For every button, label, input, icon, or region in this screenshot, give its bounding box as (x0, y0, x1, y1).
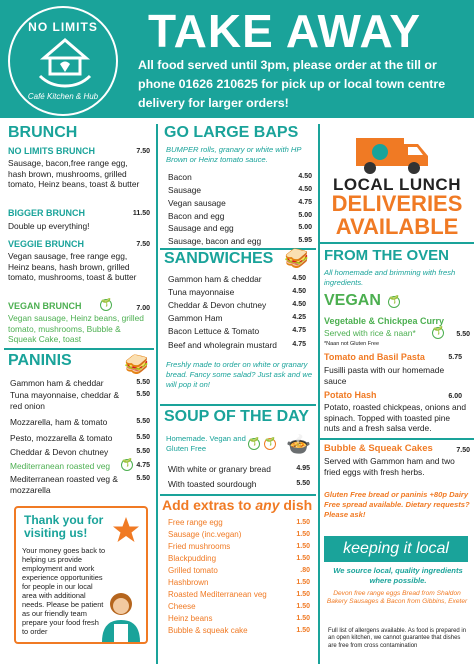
star-icon (112, 516, 140, 544)
sandwich-item-name: Bacon Lettuce & Tomato (168, 326, 260, 336)
extra-item-name: Sausage (inc.vegan) (168, 530, 242, 539)
bap-item-name: Vegan sausage (168, 198, 226, 208)
soup-item-name: With toasted sourdough (168, 479, 257, 489)
vegan-heading: VEGAN (324, 292, 381, 309)
sandwich-item-name: Tuna mayonnaise (168, 287, 235, 297)
sandwich-item-price: 4.75 (292, 341, 306, 348)
panini-item-price: 5.50 (136, 475, 150, 482)
brunch-item-price: 7.50 (136, 241, 150, 248)
oven-item-price: 7.50 (456, 447, 470, 454)
logo-bottom-text: Café Kitchen & Hub (27, 92, 99, 101)
soup-item-price: 5.50 (296, 480, 310, 487)
extra-item-price: .80 (300, 567, 310, 574)
oven-item-name: Tomato and Basil Pasta (324, 352, 425, 362)
section-divider (4, 348, 154, 350)
thank-you-title: Thank you for visiting us! (24, 513, 104, 540)
keeping-it-local-banner: keeping it local (324, 536, 468, 562)
panini-item-price: 5.50 (136, 434, 150, 441)
sandwich-item-name: Gammon Ham (168, 313, 223, 323)
extra-item-name: Blackpudding (168, 554, 217, 563)
no-limits-logo (8, 6, 118, 116)
bap-item-name: Sausage and egg (168, 223, 234, 233)
extras-heading-suffix: dish (279, 497, 313, 513)
sandwich-item-price: 4.75 (292, 327, 306, 334)
oven-item-name: Potato Hash (324, 390, 377, 400)
soup-bowl-icon: 🍲 (286, 434, 311, 456)
brunch-item-name: VEGGIE BRUNCH (8, 239, 85, 249)
oven-item-name: Vegetable & Chickpea Curry (324, 316, 445, 326)
extras-heading-prefix: Add extras to (162, 497, 256, 513)
extra-item-price: 1.50 (296, 579, 310, 586)
extra-item-name: Fried mushrooms (168, 542, 231, 551)
baps-note: BUMPER rolls, granary or white with HP Brown or Heinz tomato sauce. (166, 145, 302, 164)
sandwich-item-price: 4.50 (292, 288, 306, 295)
sandwiches-heading: SANDWICHES (164, 250, 274, 267)
thank-you-box (14, 506, 148, 644)
panini-item-price: 5.50 (136, 418, 150, 425)
oven-item-desc: Served with Gammon ham and two fried eggs with fresh herbs. (324, 456, 455, 477)
oven-item-price: 5.75 (448, 354, 462, 361)
extra-item-name: Roasted Mediterranean veg (168, 590, 267, 599)
vegan-badge-icon (248, 438, 260, 450)
local-lunch-heading: LOCAL LUNCH (333, 175, 461, 194)
section-divider (320, 242, 474, 244)
brunch-item-desc: Double up everything! (8, 221, 90, 231)
oven-item-price: 6.00 (448, 393, 462, 400)
oven-note: All homemade and brimming with fresh ingredients. (324, 268, 456, 287)
soup-heading: SOUP OF THE DAY (164, 408, 309, 425)
panini-item-price: 4.75 (136, 462, 150, 469)
panini-item-name: Pesto, mozzarella & tomato (10, 433, 113, 443)
bap-item-price: 5.00 (298, 224, 312, 231)
available-line: AVAILABLE (335, 214, 459, 239)
bap-item-price: 4.50 (298, 173, 312, 180)
panini-item-name: Mediterranean roasted veg (10, 461, 111, 471)
panini-icon: 🥪 (124, 354, 149, 376)
logo-top-text: NO LIMITS (28, 20, 98, 34)
panini-item-name: Cheddar & Devon chutney (10, 447, 109, 457)
panini-item-price: 5.50 (136, 448, 150, 455)
bap-item-price: 4.50 (298, 186, 312, 193)
extra-item-price: 1.50 (296, 555, 310, 562)
sandwich-item-name: Cheddar & Devon chutney (168, 300, 267, 310)
brunch-item-desc: Vegan sausage, free range egg, Heinz beans, hash brown, grilled tomato, mushrooms, toast & butter (8, 251, 137, 283)
extras-heading (162, 497, 312, 513)
sandwich-item-price: 4.50 (292, 275, 306, 282)
header-banner (0, 0, 474, 118)
soup-item-price: 4.95 (296, 465, 310, 472)
deliveries-available-heading (322, 192, 472, 238)
thank-you-body: Your money goes back to helping us provide employment and work experience opportunities for people in our local area with additional needs. Please be patient as our friendly team prepare your food fresh to order (22, 546, 106, 636)
extra-item-price: 1.50 (296, 531, 310, 538)
extra-item-name: Hashbrown (168, 578, 209, 587)
brunch-item-price: 11.50 (132, 210, 150, 217)
extra-item-price: 1.50 (296, 615, 310, 622)
section-divider (160, 404, 316, 406)
extra-item-name: Free range egg (168, 518, 223, 527)
extra-item-price: 1.50 (296, 519, 310, 526)
bap-item-name: Sausage (168, 185, 202, 195)
soup-item-name: With white or granary bread (168, 464, 271, 474)
panini-item-name: Tuna mayonnaise, cheddar & red onion (10, 390, 120, 411)
staff-person-icon (94, 588, 148, 642)
brunch-item-name: BIGGER BRUNCH (8, 208, 86, 218)
oven-item-desc: Potato, roasted chickpeas, onions and spinach. Topped with toasted pine nuts and a fresh salsa verde. (324, 402, 467, 434)
panini-item-name: Gammon ham & cheddar (10, 378, 104, 388)
local-intro: We source local, quality ingredients where possible. (333, 566, 463, 585)
column-divider (318, 124, 320, 664)
panini-item-name: Mediterranean roasted veg & mozzarella (10, 474, 119, 495)
gluten-free-badge-icon (264, 438, 276, 450)
vegan-badge-icon (388, 296, 400, 308)
section-divider (160, 494, 316, 496)
page-title: TAKE AWAY (148, 5, 422, 57)
baps-heading: GO LARGE BAPS (164, 124, 299, 141)
extra-item-price: 1.50 (296, 543, 310, 550)
extra-item-price: 1.50 (296, 591, 310, 598)
allergen-note: Full list of allergens available. As food is prepared in an open kitchen, we cannot guarantee that dishes are free from cross contamination (328, 628, 467, 649)
panini-item-price: 5.50 (136, 391, 150, 398)
bap-item-price: 4.75 (298, 199, 312, 206)
oven-item-price: 5.50 (456, 331, 470, 338)
brunch-heading: BRUNCH (8, 124, 78, 141)
bap-item-price: 5.00 (298, 212, 312, 219)
brunch-item-desc: Sausage, bacon,free range egg, hash brown, mushrooms, grilled tomato, Heinz beans, toast & butter (8, 158, 140, 190)
oven-item-desc: Served with rice & naan* (324, 328, 416, 338)
brunch-item-name: VEGAN BRUNCH (8, 301, 82, 311)
deliveries-line: DELIVERIES (331, 191, 463, 216)
sandwich-icon: 🥪 (284, 248, 309, 270)
oven-item-name: Bubble & Squeak Cakes (324, 443, 433, 454)
page-subtitle: All food served until 3pm, please order at the till or phone 01626 210625 for pick up or local town centre delivery for larger orders! (138, 58, 446, 110)
extra-item-name: Grilled tomato (168, 566, 218, 575)
soup-note: Homemade. Vegan and Gluten Free (166, 434, 246, 453)
extra-item-name: Cheese (168, 602, 196, 611)
brunch-item-desc: Vegan sausage, Heinz beans, grilled tomato, mushrooms, Bubble & Squeak Cake, toast (8, 313, 144, 345)
extra-item-name: Bubble & squeak cake (168, 626, 248, 635)
bap-item-price: 5.95 (298, 237, 312, 244)
panini-item-price: 5.50 (136, 379, 150, 386)
gluten-free-note: Gluten Free bread or paninis +80p Dairy Free spread available. Dietary requests? Please ask! (324, 490, 470, 519)
bap-item-name: Bacon (168, 172, 192, 182)
house-hands-icon (38, 36, 92, 88)
sandwich-item-price: 4.25 (292, 314, 306, 321)
extra-item-price: 1.50 (296, 627, 310, 634)
panini-item-name: Mozzarella, ham & tomato (10, 417, 108, 427)
sandwiches-note: Freshly made to order on white or granary bread. Fancy some salad? Just ask and we will pop it on! (166, 360, 313, 389)
sandwich-item-name: Beef and wholegrain mustard (168, 340, 277, 350)
column-divider (156, 124, 158, 664)
bap-item-name: Bacon and egg (168, 211, 225, 221)
brunch-item-price: 7.50 (136, 148, 150, 155)
extras-heading-any: any (255, 497, 280, 513)
delivery-van-icon (352, 128, 432, 176)
sandwich-item-name: Gammon ham & cheddar (168, 274, 262, 284)
brunch-item-price: 7.00 (136, 305, 150, 312)
extra-item-price: 1.50 (296, 603, 310, 610)
local-suppliers: Devon free range eggs Bread from Shaldon Bakery Sausages & Bacon from Gibbins, Exeter (326, 590, 468, 605)
oven-heading: FROM THE OVEN (324, 247, 450, 264)
vegan-badge-icon (100, 299, 112, 311)
oven-item-desc: Fusilli pasta with our homemade sauce (324, 365, 445, 386)
oven-item-footnote: *Naan not Gluten Free (324, 341, 380, 347)
bap-item-name: Sausage, bacon and egg (168, 236, 262, 246)
brunch-item-name: NO LIMITS BRUNCH (8, 146, 95, 156)
section-divider (320, 438, 474, 440)
sandwich-item-price: 4.50 (292, 301, 306, 308)
paninis-heading: PANINIS (8, 352, 72, 369)
extra-item-name: Heinz beans (168, 614, 213, 623)
